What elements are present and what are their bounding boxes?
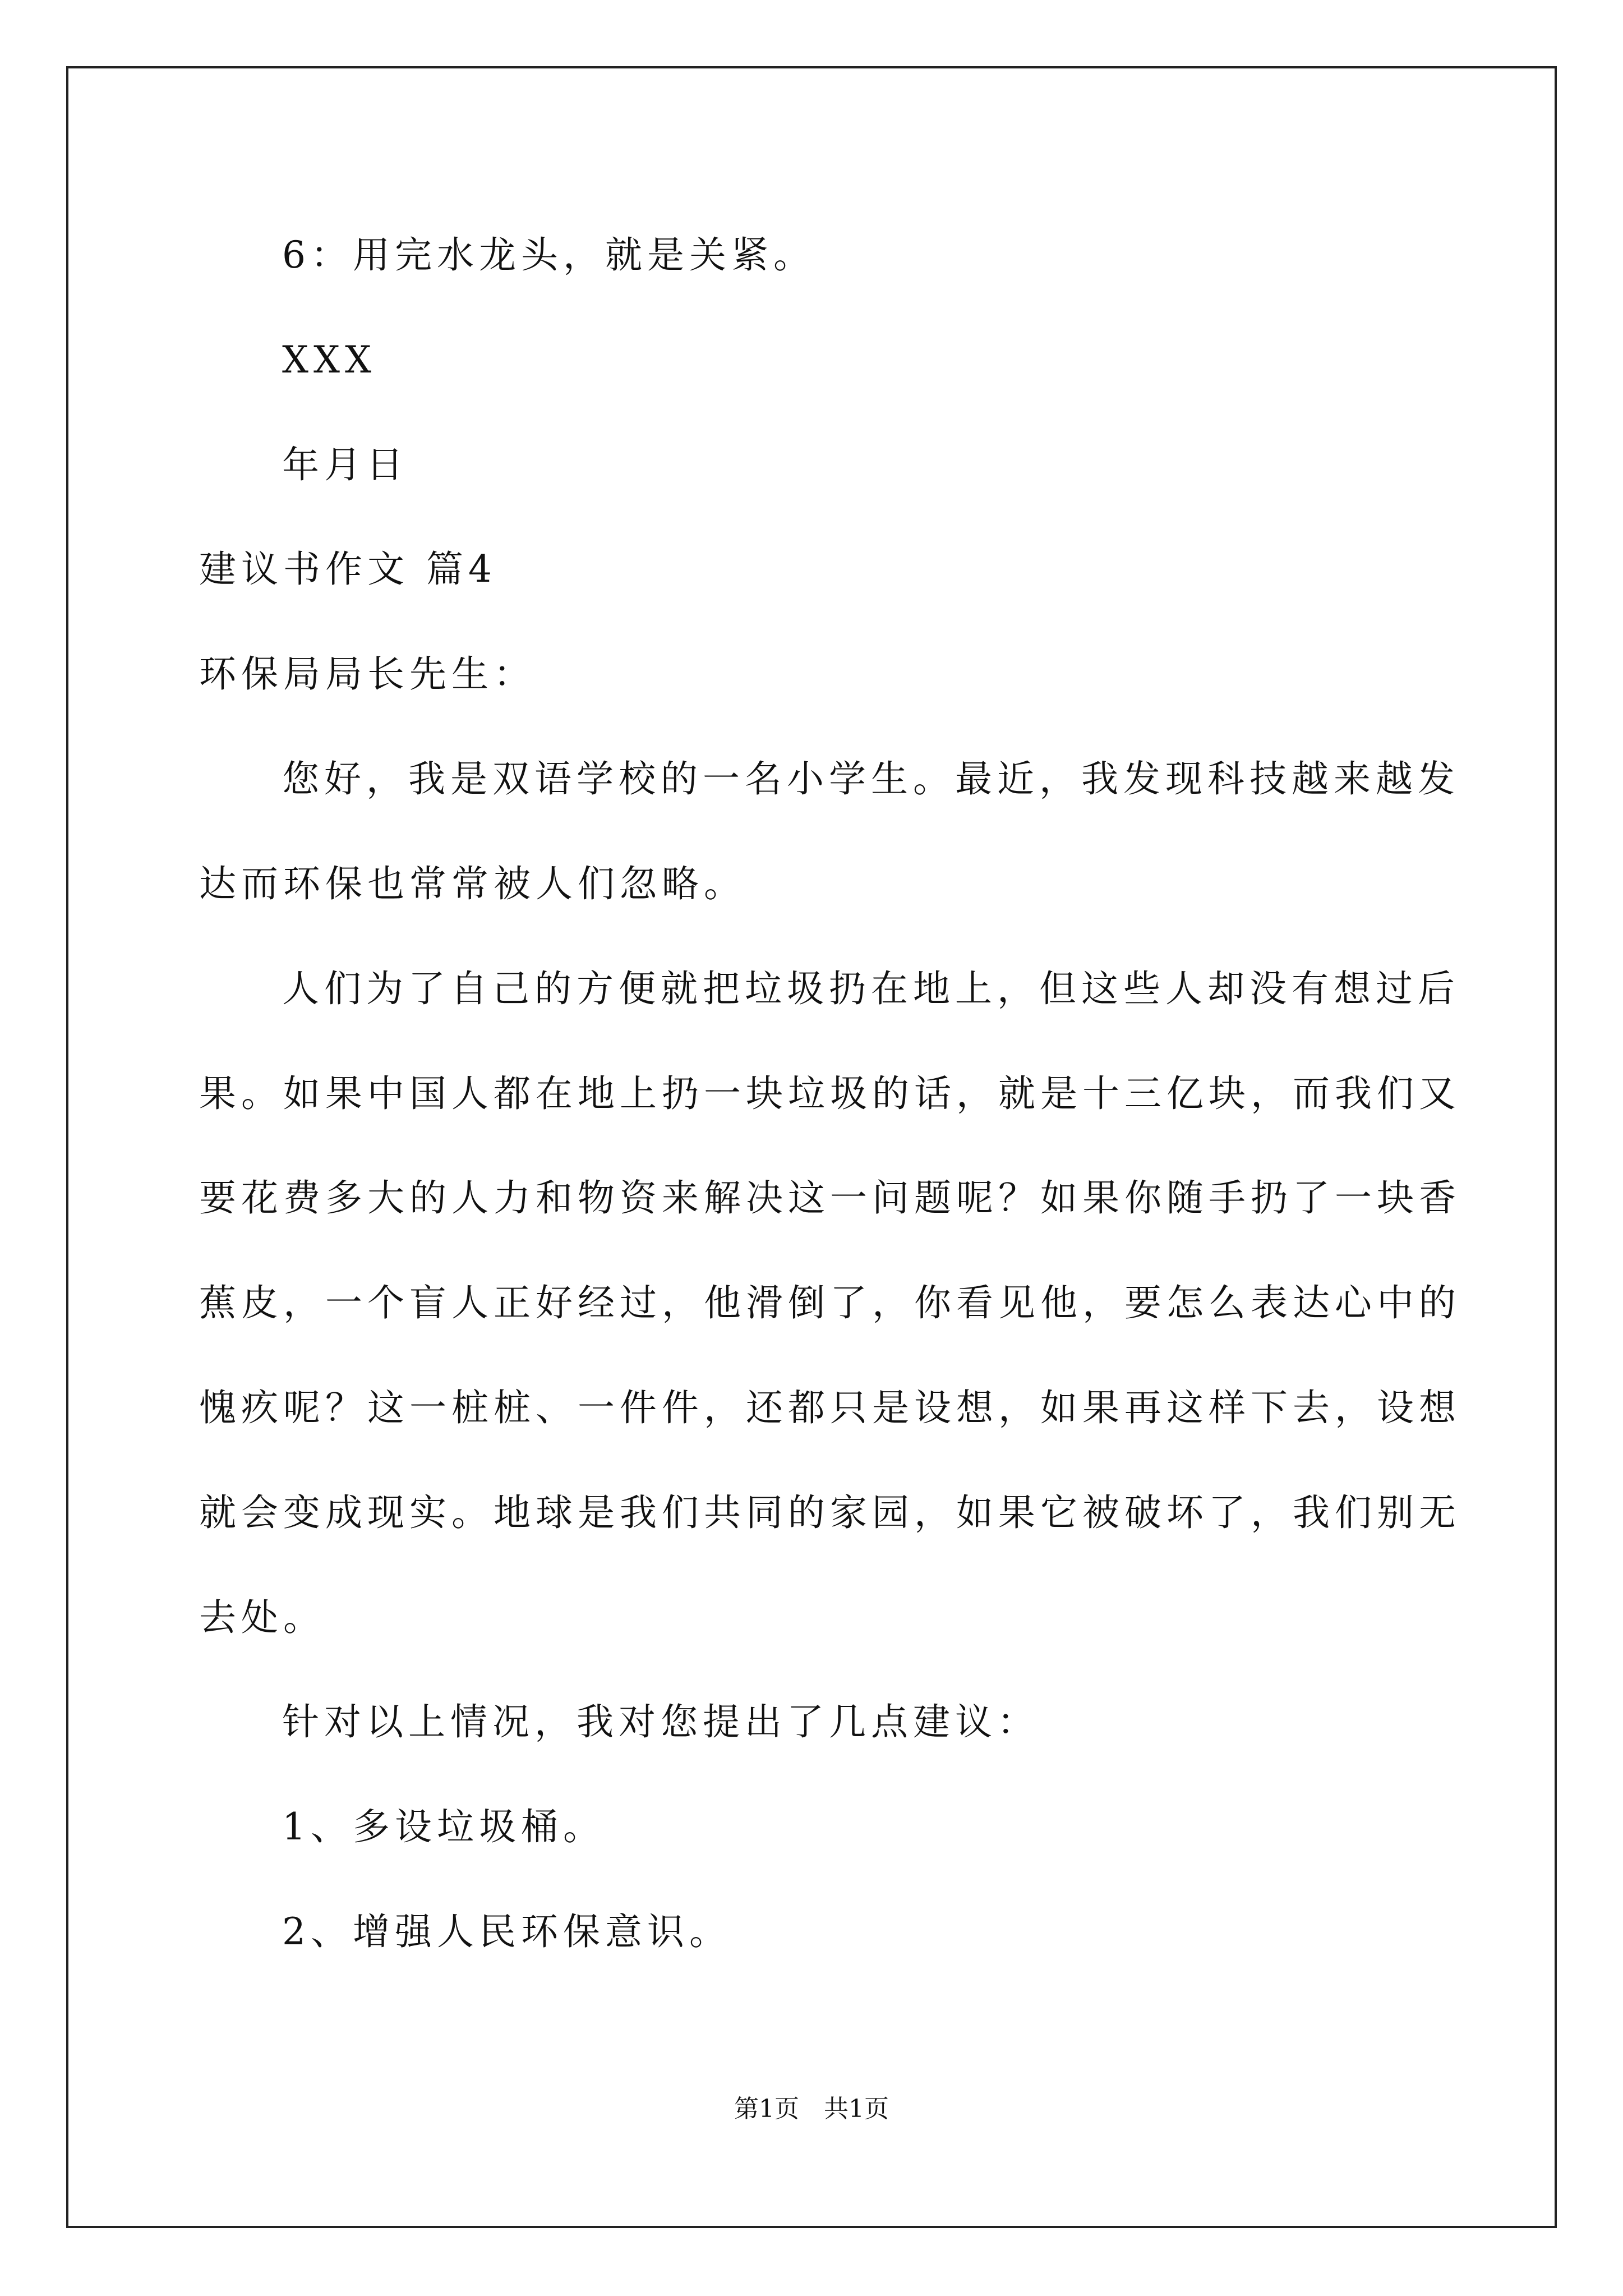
numbered-item-6: 6：用完水龙头，就是关紧。 bbox=[282, 233, 815, 277]
signature-name: XXX bbox=[282, 338, 376, 381]
paragraph-line: 去处。 bbox=[199, 1596, 325, 1639]
page-count: 共1页 bbox=[824, 2095, 889, 2123]
paragraph-line: 果。如果中国人都在地上扔一块垃圾的话，就是十三亿块，而我们又 bbox=[199, 1072, 1461, 1115]
list-item: 2、增强人民环保意识。 bbox=[282, 1910, 731, 1953]
paragraph-line: 人们为了自己的方便就把垃圾扔在地上，但这些人却没有想过后 bbox=[282, 967, 1460, 1010]
paragraph-line: 要花费多大的人力和物资来解决这一问题呢？如果你随手扔了一块香 bbox=[199, 1176, 1461, 1220]
paragraph-line: 蕉皮，一个盲人正好经过，他滑倒了，你看见他，要怎么表达心中的 bbox=[199, 1281, 1461, 1324]
section-heading: 建议书作文 篇4 bbox=[199, 547, 497, 591]
page-border bbox=[66, 66, 1557, 2228]
paragraph-line: 达而环保也常常被人们忽略。 bbox=[199, 862, 746, 905]
list-item: 1、多设垃圾桶。 bbox=[282, 1805, 605, 1848]
signature-date: 年月日 bbox=[282, 443, 408, 486]
page-footer bbox=[0, 2093, 1623, 2125]
paragraph-line: 愧疚呢？这一桩桩、一件件，还都只是设想，如果再这样下去，设想 bbox=[199, 1386, 1461, 1429]
salutation: 环保局局长先生： bbox=[199, 652, 536, 696]
page-number: 第1页 bbox=[734, 2095, 799, 2123]
paragraph-line: 就会变成现实。地球是我们共同的家园，如果它被破坏了，我们别无 bbox=[199, 1491, 1461, 1534]
paragraph-line: 针对以上情况，我对您提出了几点建议： bbox=[282, 1700, 1039, 1743]
paragraph-line: 您好，我是双语学校的一名小学生。最近，我发现科技越来越发 bbox=[282, 757, 1460, 800]
